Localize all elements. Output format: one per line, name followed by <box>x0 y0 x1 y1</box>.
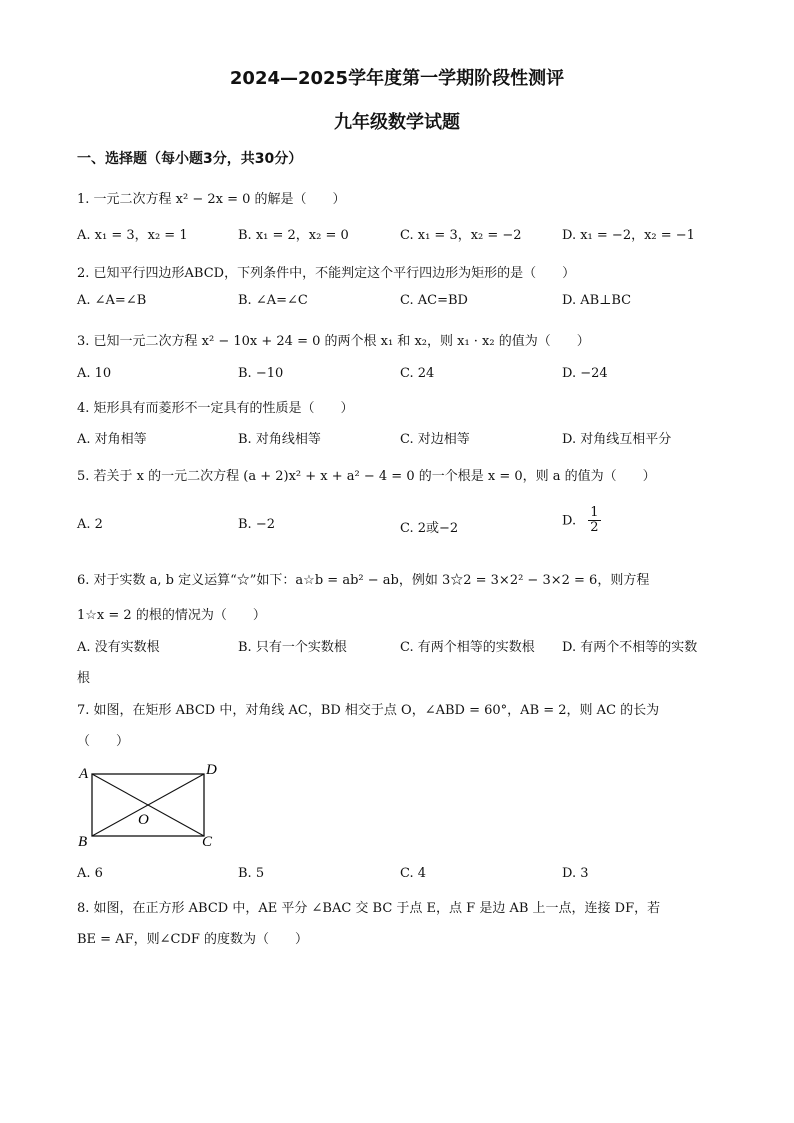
question-4-stem: 4. 矩形具有而菱形不一定具有的性质是（ ） <box>77 401 354 416</box>
question-5-option-c: C. 2或−2 <box>400 521 459 536</box>
exam-title: 2024—2025学年度第一学期阶段性测评 <box>229 68 565 89</box>
question-4-option-b: B. 对角线相等 <box>238 432 321 447</box>
question-5-option-d <box>562 506 601 536</box>
question-3-option-a: A. 10 <box>77 366 112 381</box>
question-2-option-d: D. AB⊥BC <box>562 293 632 308</box>
question-3-option-d: D. −24 <box>562 366 608 381</box>
question-6-option-c: C. 有两个相等的实数根 <box>400 640 535 655</box>
question-4-option-d: D. 对角线互相平分 <box>562 432 672 447</box>
question-6-option-d: D. 有两个不相等的实数 <box>562 640 698 655</box>
question-6-stem-line1: 6. 对于实数 a, b 定义运算“☆”如下：a☆b = ab² − ab，例如 3☆2 = 3×2² − 3×2 = 6，则方程 <box>77 573 650 588</box>
question-6-option-b: B. 只有一个实数根 <box>238 640 347 655</box>
question-1-stem: 1. 一元二次方程 x² − 2x = 0 的解是（ ） <box>77 192 346 207</box>
question-5-option-d-label: D. <box>562 513 577 529</box>
question-6-option-a: A. 没有实数根 <box>77 640 160 655</box>
question-2-option-a: A. ∠A=∠B <box>77 293 147 308</box>
vertex-label-c: C <box>202 834 213 850</box>
vertex-label-d: D <box>206 762 217 778</box>
question-4-option-c: C. 对边相等 <box>400 432 470 447</box>
question-8-stem-line1: 8. 如图，在正方形 ABCD 中，AE 平分 ∠BAC 交 BC 于点 E，点 F 是边 AB 上一点，连接 DF，若 <box>77 901 661 916</box>
fraction-denominator: 2 <box>590 520 599 536</box>
question-6-option-d-wrap: 根 <box>77 671 91 686</box>
question-5-fraction <box>588 506 600 536</box>
question-5-stem: 5. 若关于 x 的一元二次方程 (a + 2)x² + x + a² − 4 = 0 的一个根是 x = 0，则 a 的值为（ ） <box>77 469 656 484</box>
question-5-option-b: B. −2 <box>238 517 275 532</box>
question-5-option-a: A. 2 <box>77 517 103 532</box>
exam-subtitle: 九年级数学试题 <box>334 112 460 133</box>
question-3-option-b: B. −10 <box>238 366 284 381</box>
question-6-stem-line2: 1☆x = 2 的根的情况为（ ） <box>77 608 266 623</box>
vertex-label-a: A <box>79 766 89 782</box>
question-2-stem: 2. 已知平行四边形ABCD，下列条件中，不能判定这个平行四边形为矩形的是（ ） <box>77 266 576 281</box>
question-7-stem-line2: （ ） <box>77 734 130 749</box>
rectangle-figure <box>74 758 234 854</box>
question-2-option-b: B. ∠A=∠C <box>238 293 308 308</box>
question-4-option-a: A. 对角相等 <box>77 432 147 447</box>
question-7-stem-line1: 7. 如图，在矩形 ABCD 中，对角线 AC，BD 相交于点 O，∠ABD = 60°，AB = 2，则 AC 的长为 <box>77 703 660 718</box>
question-1-option-d: D. x₁ = −2，x₂ = −1 <box>562 228 695 243</box>
question-1-option-c: C. x₁ = 3，x₂ = −2 <box>400 228 522 243</box>
question-3-option-c: C. 24 <box>400 366 435 381</box>
question-1-option-a: A. x₁ = 3，x₂ = 1 <box>77 228 188 243</box>
question-7-option-b: B. 5 <box>238 866 265 881</box>
question-2-option-c: C. AC=BD <box>400 293 468 308</box>
fraction-numerator: 1 <box>590 505 599 520</box>
question-1-option-b: B. x₁ = 2，x₂ = 0 <box>238 228 349 243</box>
question-7-option-c: C. 4 <box>400 866 427 881</box>
center-label-o: O <box>138 812 149 828</box>
question-8-stem-line2: BE = AF，则∠CDF 的度数为（ ） <box>77 932 309 947</box>
vertex-label-b: B <box>78 834 88 850</box>
question-7-option-d: D. 3 <box>562 866 589 881</box>
question-7-option-a: A. 6 <box>77 866 103 881</box>
section-heading: 一、选择题（每小题3分，共30分） <box>77 151 303 167</box>
question-3-stem: 3. 已知一元二次方程 x² − 10x + 24 = 0 的两个根 x₁ 和 x₂，则 x₁ · x₂ 的值为（ ） <box>77 334 590 349</box>
